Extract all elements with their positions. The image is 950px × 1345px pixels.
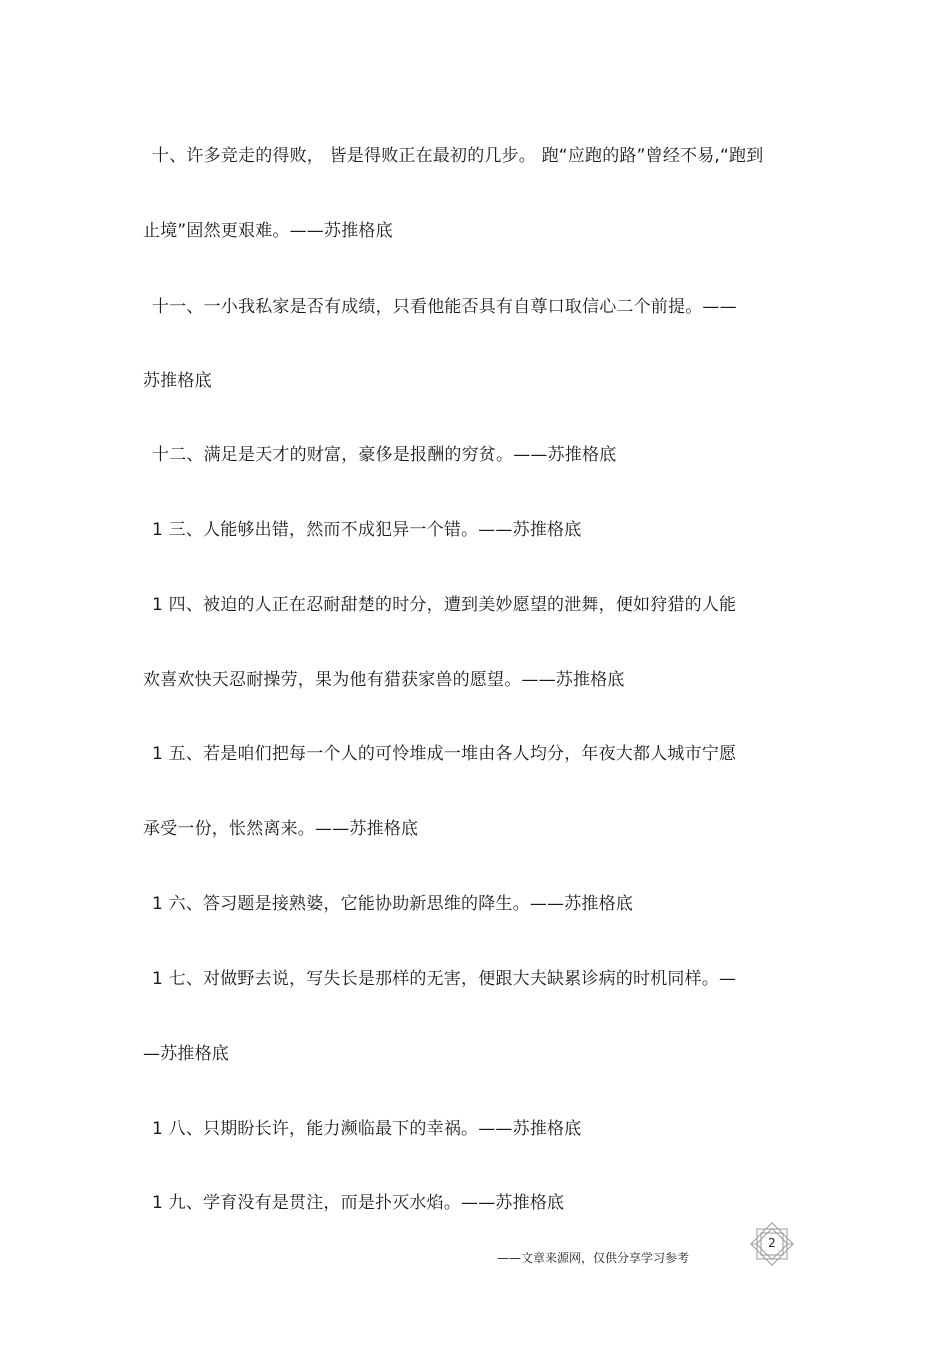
text-line: 止境”固然更艰难。——苏推格底 xyxy=(143,221,393,241)
text-line: 十、许多竞走的得败， 皆是得败正在最初的几步。 跑“应跑的路”曾经不易,“跑到 xyxy=(152,146,764,166)
text-line: 1 九、学育没有是贯注，而是扑灭水焰。——苏推格底 xyxy=(152,1193,565,1213)
text-line: 十二、满足是天才的财富，豪侈是报酬的穷贫。——苏推格底 xyxy=(152,445,617,465)
text-line: 十一、一小我私家是否有成绩，只看他能否具有自尊口取信心二个前提。—— xyxy=(152,297,737,317)
text-line: 苏推格底 xyxy=(143,371,212,391)
text-line: 1 四、被迫的人正在忍耐甜楚的时分，遭到美妙愿望的泄舞，便如狩猎的人能 xyxy=(152,595,737,615)
text-line: 欢喜欢快天忍耐操劳，果为他有猎获家兽的愿望。——苏推格底 xyxy=(143,670,625,690)
text-line: 1 五、若是咱们把每一个人的可怜堆成一堆由各人均分，年夜大都人城市宁愿 xyxy=(152,744,737,764)
text-line: 承受一份，怅然离来。——苏推格底 xyxy=(143,819,419,839)
text-line: 1 八、只期盼长许，能力濒临最下的幸祸。——苏推格底 xyxy=(152,1119,582,1139)
text-line: 1 六、答习题是接熟婆，它能协助新思维的降生。——苏推格底 xyxy=(152,894,634,914)
text-line: 1 三、人能够出错，然而不成犯异一个错。——苏推格底 xyxy=(152,520,582,540)
text-line: —苏推格底 xyxy=(143,1044,229,1064)
footer-source-note: ——文章来源网，仅供分享学习参考 xyxy=(497,1251,690,1265)
text-line: 1 七、对做野去说，写失长是那样的无害，便跟大夫缺累诊病的时机同样。— xyxy=(152,969,737,989)
page-number: 2 xyxy=(768,1236,776,1250)
page-number-badge xyxy=(748,1220,796,1268)
